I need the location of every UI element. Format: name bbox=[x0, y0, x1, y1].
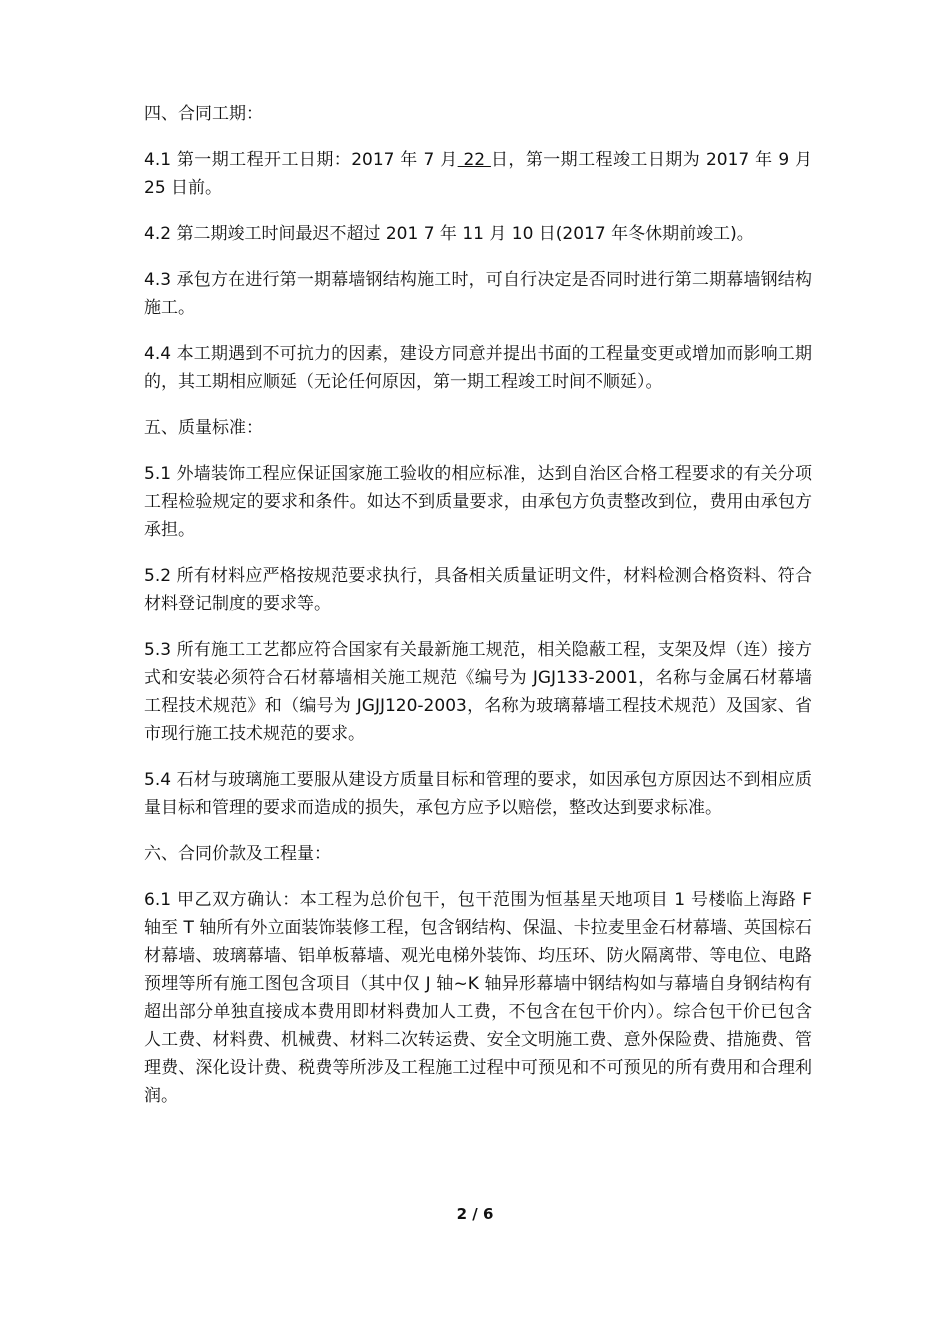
paragraph-5-1: 5.1 外墙装饰工程应保证国家施工验收的相应标准，达到自治区合格工程要求的有关分项工程检验规定的要求和条件。如达不到质量要求，由承包方负责整改到位，费用由承包方承担。 bbox=[144, 464, 812, 540]
paragraph-5-2: 5.2 所有材料应严格按规范要求执行，具备相关质量证明文件，材料检测合格资料、符合材料登记制度的要求等。 bbox=[144, 566, 812, 614]
paragraph-6-1: 6.1 甲乙双方确认：本工程为总价包干，包干范围为恒基星天地项目 1 号楼临上海路 F 轴至 T 轴所有外立面装饰装修工程，包含钢结构、保温、卡拉麦里金石材幕墙、英国棕石材幕墙、玻璃幕墙、铝单板幕墙、观光电梯外装饰、均压环、防火隔离带、等电位、电路预埋等所有施工图包含项目（其中仅 J 轴~K 轴异形幕墙中钢结构如与幕墙自身钢结构有超出部分单独直接成本费用即材料费加人工费，不包含在包干价内）。综合包干价已包含人工费、材料费、机械费、材料二次转运费、安全文明施工费、意外保险费、措施费、管理费、深化设计费、税费等所涉及工程施工过程中可预见和不可预见的所有费用和合理利润。 bbox=[144, 890, 812, 1106]
document-body bbox=[144, 100, 812, 1128]
paragraph-5-4: 5.4 石材与玻璃施工要服从建设方质量目标和管理的要求，如因承包方原因达不到相应质量目标和管理的要求而造成的损失，承包方应予以赔偿，整改达到要求标准。 bbox=[144, 770, 812, 818]
section-heading-4: 四、合同工期： bbox=[144, 104, 263, 124]
paragraph-4-2: 4.2 第二期竣工时间最迟不超过 201 7 年 11 月 10 日(2017 年冬休期前竣工)。 bbox=[144, 224, 754, 244]
page-number: 2 / 6 bbox=[456, 1205, 494, 1223]
section-heading-5: 五、质量标准： bbox=[144, 418, 263, 438]
paragraph-4-1 bbox=[144, 146, 812, 202]
paragraph-4-4: 4.4 本工期遇到不可抗力的因素，建设方同意并提出书面的工程量变更或增加而影响工期的，其工期相应顺延（无论任何原因，第一期工程竣工时间不顺延）。 bbox=[144, 344, 812, 392]
paragraph-5-3: 5.3 所有施工工艺都应符合国家有关最新施工规范，相关隐蔽工程，支架及焊（连）接方式和安装必须符合石材幕墙相关施工规范《编号为 JGJ133-2001，名称与金属石材幕墙工程技术规范》和（编号为 JGJJ120-2003，名称为玻璃幕墙工程技术规范）及国家、省市现行施工技术规范的要求。 bbox=[144, 640, 812, 744]
start-day-underlined: 22 bbox=[457, 150, 491, 170]
paragraph-4-1-end: 日，第一期工程竣工日期为 2017 年 9 月 25 日前。 bbox=[144, 150, 812, 198]
paragraph-4-3: 4.3 承包方在进行第一期幕墙钢结构施工时，可自行决定是否同时进行第二期幕墙钢结构施工。 bbox=[144, 270, 812, 318]
paragraph-4-1-start: 4.1 第一期工程开工日期：2017 年 7 月 bbox=[144, 150, 458, 170]
section-heading-6: 六、合同价款及工程量： bbox=[144, 844, 331, 864]
